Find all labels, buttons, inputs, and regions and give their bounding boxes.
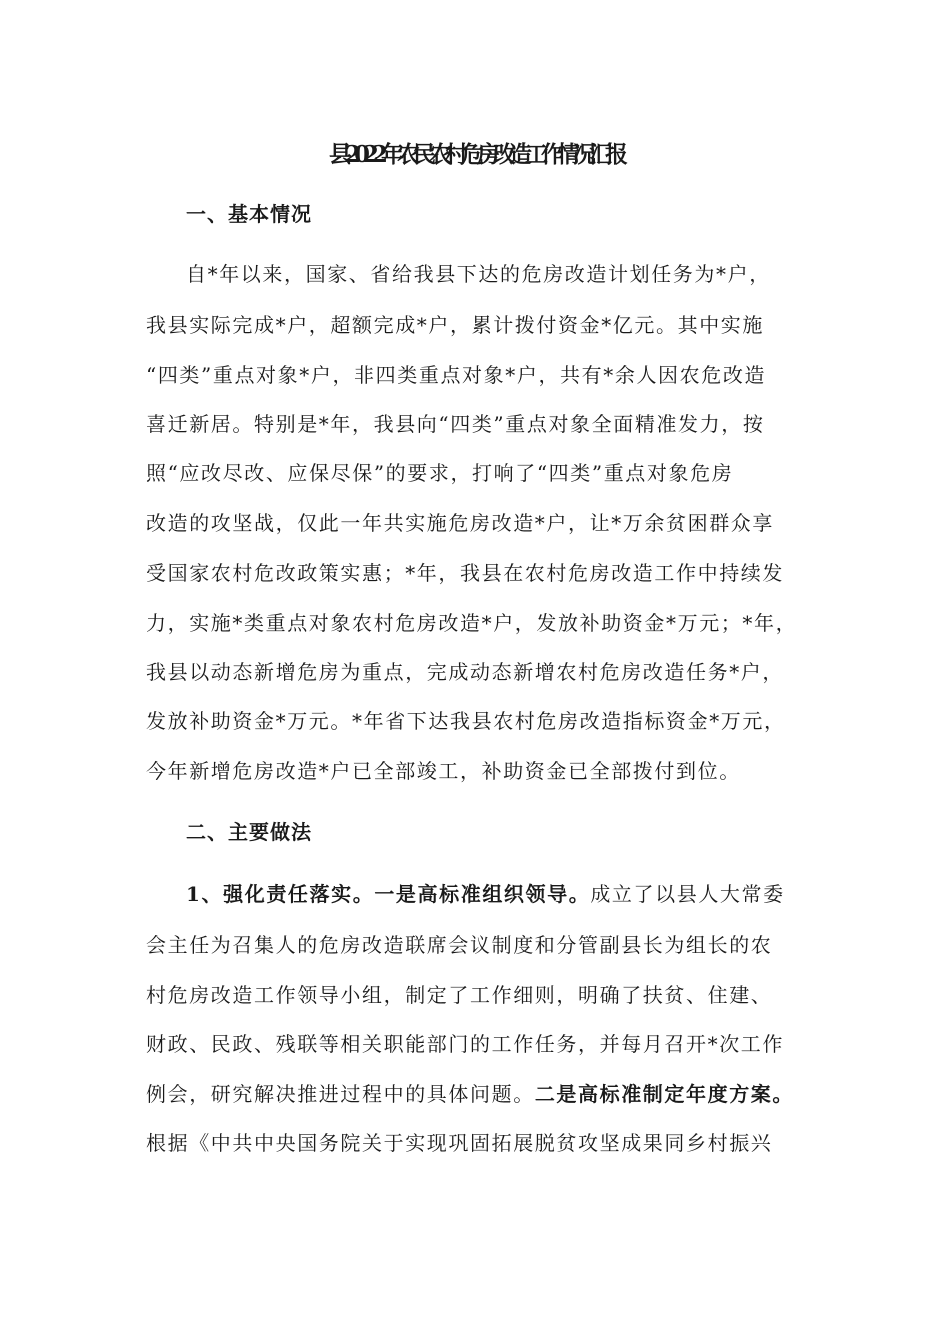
paragraph-line: 喜迁新居。特别是*年，我县向“四类”重点对象全面精准发力，按 (146, 412, 765, 436)
paragraph-line: 照“应改尽改、应保尽保”的要求，打响了“四类”重点对象危房 (146, 461, 734, 485)
paragraph-line: 受国家农村危改政策实惠；*年，我县在农村危房改造工作中持续发 (146, 561, 784, 585)
paragraph-line: 根据《中共中央国务院关于实现巩固拓展脱贫攻坚成果同乡村振兴 (146, 1131, 773, 1155)
paragraph-text: 成立了以县人大常委 (590, 882, 785, 906)
section-heading-main-practices: 二、主要做法 (186, 820, 312, 844)
subsection-title: 1、强化责任落实。 (186, 882, 375, 906)
paragraph-line: 今年新增危房改造*户已全部竣工，补助资金已全部拨付到位。 (146, 759, 741, 783)
paragraph-line: 我县以动态新增危房为重点，完成动态新增农村危房改造任务*户， (146, 660, 784, 684)
paragraph-line: 自*年以来，国家、省给我县下达的危房改造计划任务为*户， (186, 262, 771, 286)
paragraph-line: 改造的攻坚战，仅此一年共实施危房改造*户，让*万余贫困群众享 (146, 511, 774, 535)
point-title: 二是高标准制定年度方案。 (534, 1082, 795, 1106)
paragraph-line: 力，实施*类重点对象农村危房改造*户，发放补助资金*万元；*年， (146, 611, 798, 635)
section-heading-basic-situation: 一、基本情况 (186, 202, 312, 226)
paragraph-line: 会主任为召集人的危房改造联席会议制度和分管副县长为组长的农 (146, 933, 773, 957)
paragraph-line: 我县实际完成*户，超额完成*户，累计拨付资金*亿元。其中实施 (146, 313, 764, 337)
paragraph-line (146, 1079, 794, 1109)
document-title: 县2022年农民农村危房改造工作情况汇报 (328, 141, 621, 168)
paragraph-line: 发放补助资金*万元。*年省下达我县农村危房改造指标资金*万元， (146, 709, 786, 733)
paragraph-line: “四类”重点对象*户，非四类重点对象*户，共有*余人因农危改造 (146, 363, 767, 387)
point-title: 一是高标准组织领导。 (374, 882, 591, 906)
paragraph-line: 村危房改造工作领导小组，制定了工作细则，明确了扶贫、住建、 (146, 983, 773, 1007)
paragraph-text: 例会，研究解决推进过程中的具体问题。 (146, 1082, 535, 1106)
paragraph-line: 财政、民政、残联等相关职能部门的工作任务，并每月召开*次工作 (146, 1032, 784, 1056)
paragraph-line (186, 879, 785, 909)
